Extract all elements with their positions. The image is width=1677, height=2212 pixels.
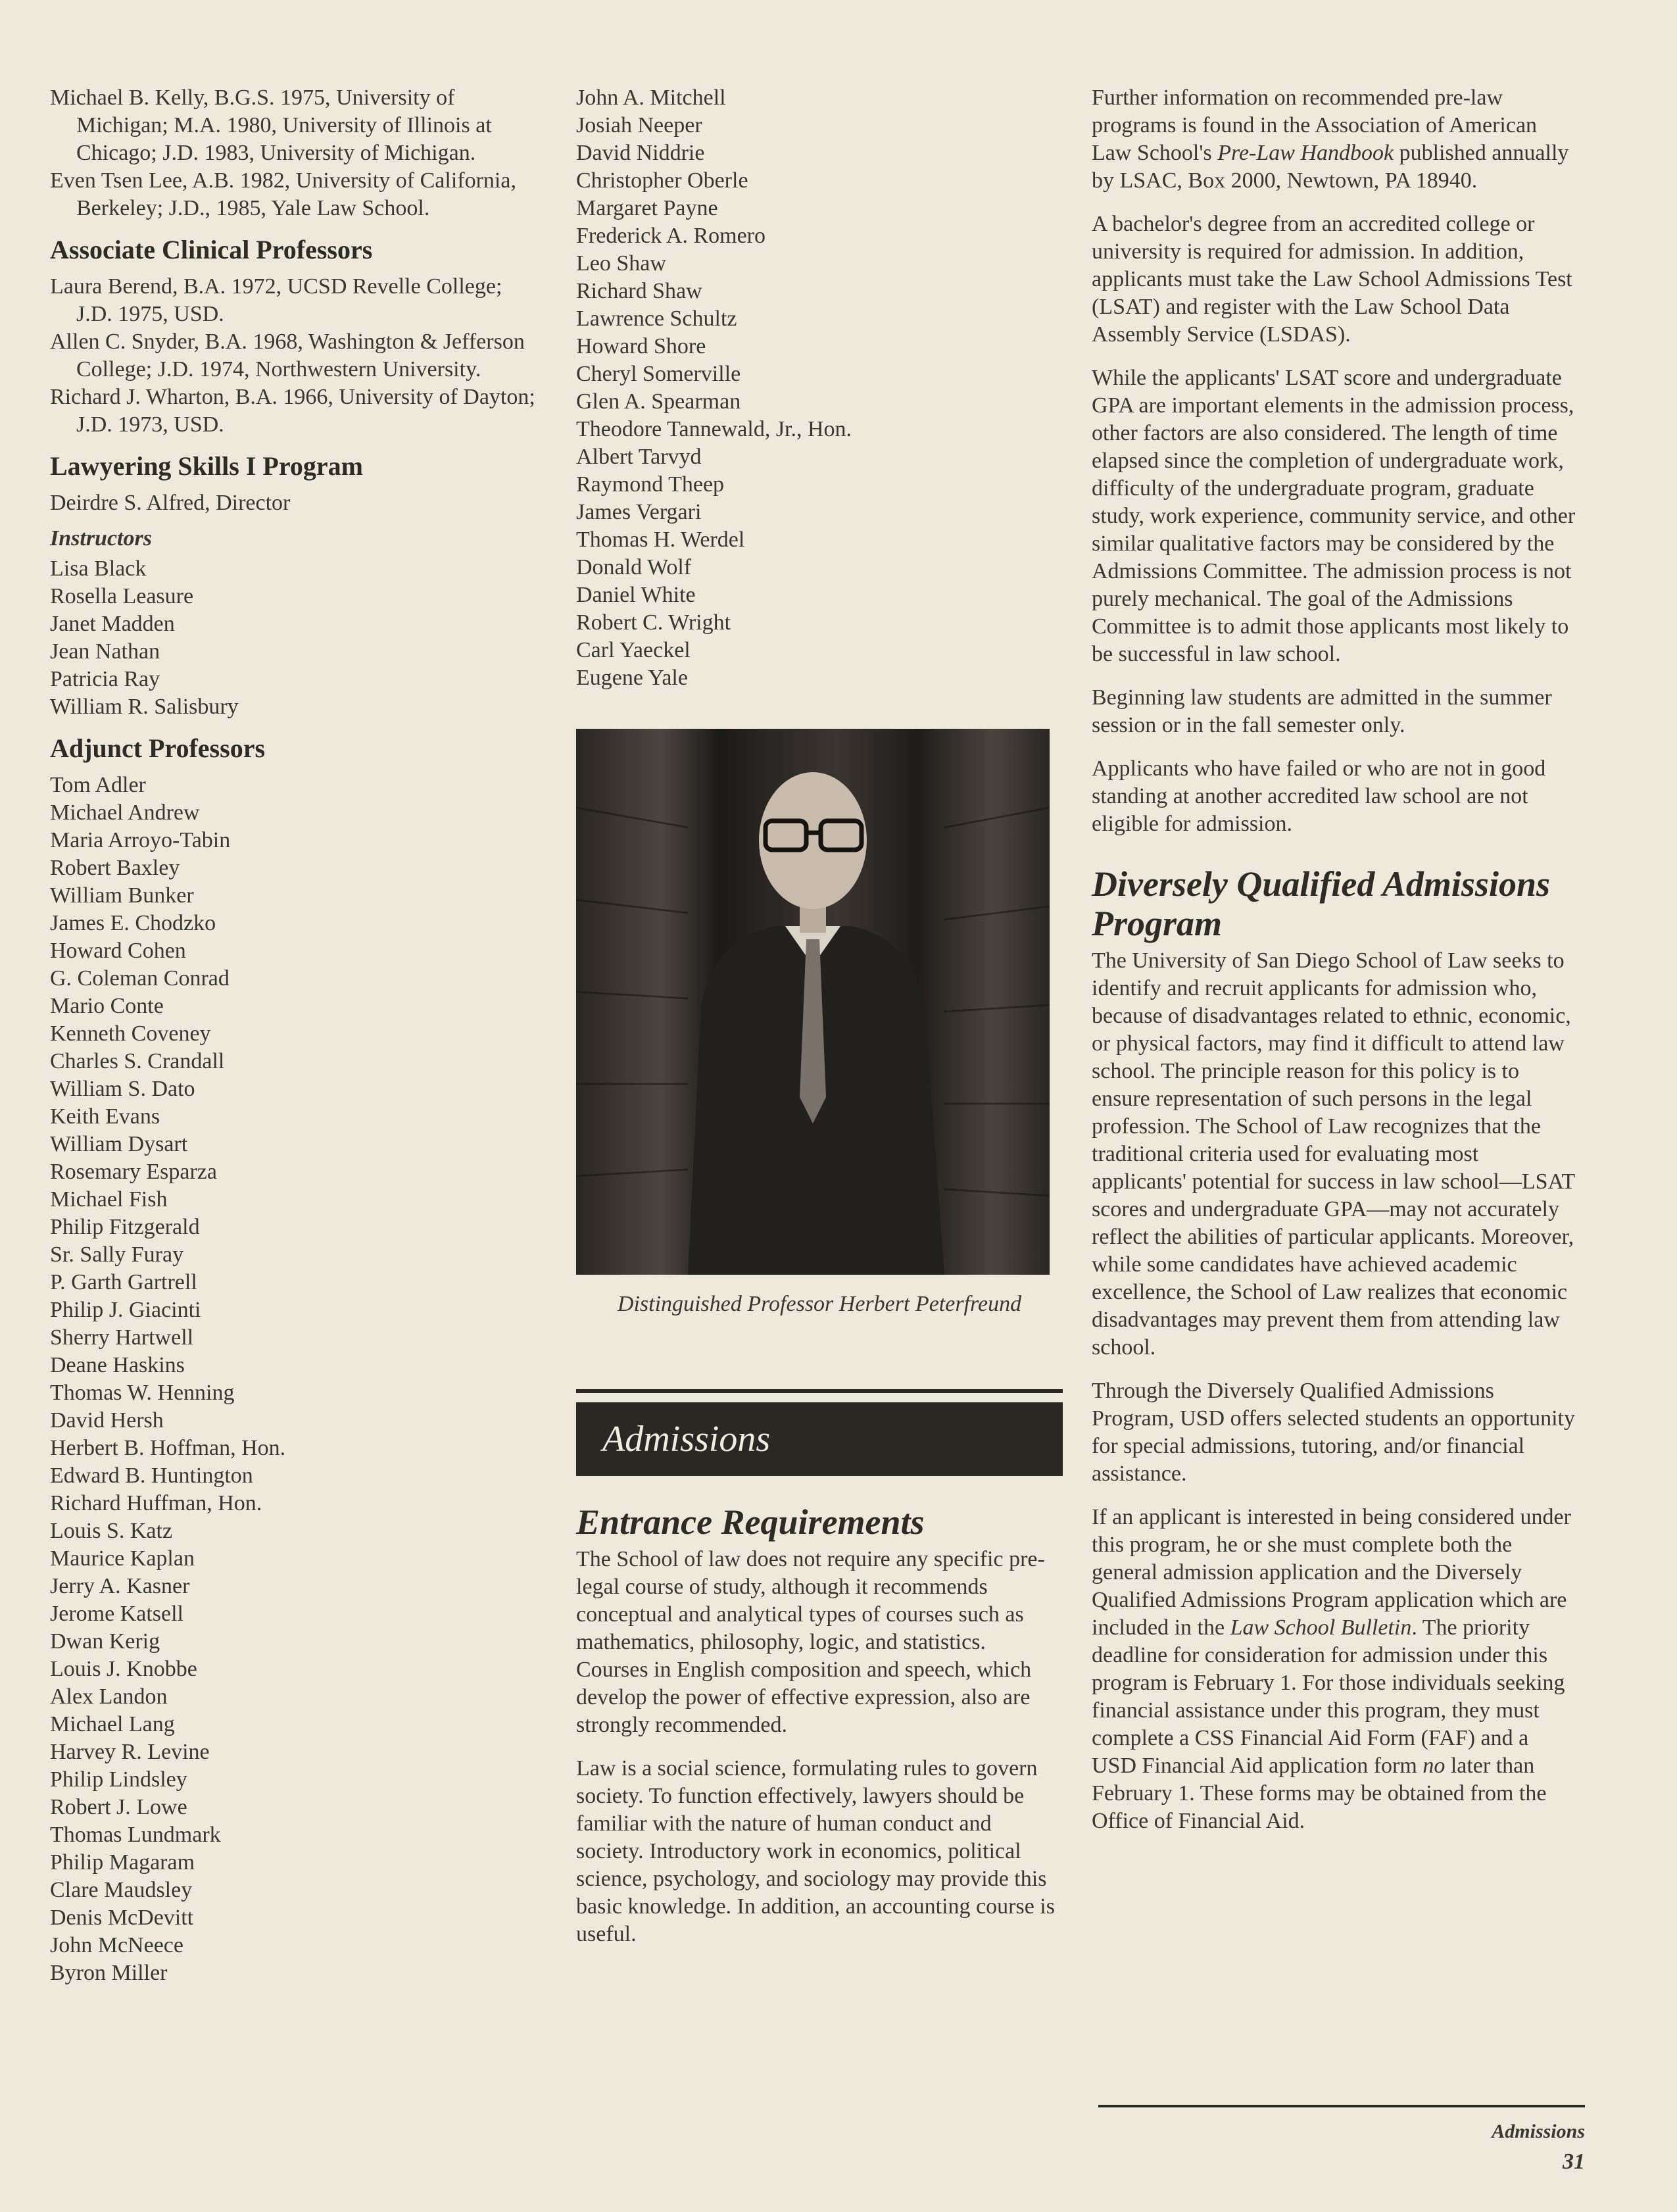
adjunct-name: Daniel White (576, 583, 696, 607)
adjunct-name: Robert J. Lowe (50, 1795, 187, 1819)
adjunct-name: Josiah Neeper (576, 113, 702, 137)
adjunct-name: Lawrence Schultz (576, 307, 737, 331)
adjunct-name: Robert Baxley (50, 856, 180, 880)
adjunct-name: John A. Mitchell (576, 86, 726, 110)
adjunct-name: Eugene Yale (576, 666, 688, 690)
photo-caption: Distinguished Professor Herbert Peterfreund (617, 1292, 1022, 1316)
adjunct-name: Mario Conte (50, 994, 164, 1018)
admissions-banner (576, 1389, 1063, 1476)
adjunct-name: Charles S. Crandall (50, 1049, 225, 1073)
adjunct-name: Michael Andrew (50, 800, 200, 825)
adjunct-name: Byron Miller (50, 1961, 168, 1985)
body-paragraph: While the applicants' LSAT score and undergraduate GPA are important elements in the admission process, other factors are also considered. The length of time elapsed since the completion of undergraduate work, difficulty of the undergraduate program, graduate study, work experience, community service, and other similar qualitative factors may be considered by the Admissions Committee. The admission process is not purely mechanical. The goal of the Admissions Committee is to admit those applicants most likely to be successful in law school. (1092, 366, 1576, 666)
adjunct-name: Glen A. Spearman (576, 389, 741, 414)
dqap-heading: Diversely Qualified Admissions Program (1092, 864, 1550, 943)
pre-law-info-paragraph (1092, 84, 1578, 195)
instructor-name: William R. Salisbury (50, 695, 239, 719)
adjunct-name: Jerome Katsell (50, 1602, 183, 1626)
entrance-paragraphs (576, 1546, 1063, 1948)
instructors-heading: Instructors (50, 526, 152, 551)
faculty-entry: Laura Berend, B.A. 1972, UCSD Revelle College; J.D. 1975, USD. (50, 274, 502, 326)
adjunct-name: Keith Evans (50, 1104, 160, 1129)
adjunct-name: Thomas H. Werdel (576, 528, 745, 552)
dqap-text-3: later than February 1. These forms may be obtained from the Office of Financial Aid. (1092, 1754, 1547, 1833)
portrait-photo (576, 729, 1050, 1275)
page-footer (1098, 2105, 1585, 2175)
adjunct-name: Maurice Kaplan (50, 1546, 195, 1571)
adjunct-name: Thomas Lundmark (50, 1823, 221, 1847)
adjunct-name: Philip Magaram (50, 1850, 195, 1875)
adjunct-name: Maria Arroyo-Tabin (50, 828, 231, 852)
instructor-list (50, 555, 537, 721)
adjunct-list-continued (576, 84, 1063, 692)
body-paragraph: The School of law does not require any specific pre-legal course of study, although it recommends conceptual and analytical types of courses such as mathematics, philosophy, logic, and statistics. Courses in English composition and speech, which develop the power of effective expression, also are strongly recommended. (576, 1547, 1045, 1737)
adjunct-name: David Niddrie (576, 141, 705, 165)
faculty-list (50, 84, 537, 222)
instructor-name: Patricia Ray (50, 667, 160, 691)
adjunct-name: Howard Shore (576, 334, 706, 358)
column-right (1092, 84, 1578, 1851)
adjunct-name: Philip Fitzgerald (50, 1215, 200, 1239)
instructor-name: Lisa Black (50, 556, 147, 581)
adjunct-name: Robert C. Wright (576, 610, 731, 635)
adjunct-name: Albert Tarvyd (576, 445, 702, 469)
adjunct-name: Donald Wolf (576, 555, 692, 579)
adjunct-name: Michael Fish (50, 1187, 168, 1212)
adjunct-name: Richard Shaw (576, 279, 702, 303)
adjunct-name: Dwan Kerig (50, 1629, 160, 1654)
adjunct-name: P. Garth Gartrell (50, 1270, 197, 1294)
adjunct-name: Raymond Theep (576, 472, 725, 497)
adjunct-name: Louis J. Knobbe (50, 1657, 197, 1681)
adjunct-name: Jerry A. Kasner (50, 1574, 190, 1598)
adjunct-name: Clare Maudsley (50, 1878, 193, 1902)
dqap-text-2: . The priority deadline for consideration for admission under this program is February 1. For those individuals seeking financial assistance under this program, they must complete a CSS Financial Aid Form (FAF) and a USD Financial Aid application form (1092, 1615, 1565, 1778)
adjunct-name: Thomas W. Henning (50, 1381, 235, 1405)
pre-law-text-2: published annually by LSAC, Box 2000, Newtown, PA 18940. (1092, 141, 1569, 193)
adjunct-name: John McNeece (50, 1933, 183, 1957)
adjunct-name: James E. Chodzko (50, 911, 216, 935)
faculty-entry: Michael B. Kelly, B.G.S. 1975, University of Michigan; M.A. 1980, University of Illinois at Chicago; J.D. 1983, University of Michigan. (50, 86, 492, 165)
adjunct-name: Margaret Payne (576, 196, 718, 220)
body-paragraph: Law is a social science, formulating rules to govern society. To function effectively, lawyers should be familiar with the nature of human conduct and society. Introductory work in economics, political science, psychology, and sociology may provide this basic knowledge. In addition, an accounting course is useful. (576, 1756, 1055, 1946)
adjunct-name: G. Coleman Conrad (50, 966, 230, 991)
adjunct-name: Christopher Oberle (576, 168, 748, 193)
adjunct-name: Howard Cohen (50, 939, 186, 963)
adjunct-name: David Hersh (50, 1408, 164, 1433)
column-left (50, 84, 537, 1987)
lawyering-heading: Lawyering Skills I Program (50, 451, 363, 481)
adjunct-name: Frederick A. Romero (576, 224, 766, 248)
dqap-paragraphs (1092, 947, 1578, 1488)
instructor-name: Janet Madden (50, 612, 175, 636)
column-middle (576, 84, 1063, 1964)
portrait-figure (576, 729, 1050, 1275)
admission-paragraphs (1092, 210, 1578, 838)
dqap-text-1: If an applicant is interested in being considered under this program, he or she must complete both the general admission application and the Diversely Qualified Admissions Program application which are included in the (1092, 1505, 1571, 1640)
lawyering-director: Deirdre S. Alfred, Director (50, 491, 291, 515)
adjunct-name: Deane Haskins (50, 1353, 185, 1377)
pre-law-text-1: Further information on recommended pre-law programs is found in the Association of American Law School's (1092, 86, 1538, 165)
footer-section-name: Admissions (1492, 2121, 1585, 2142)
admissions-banner-title: Admissions (576, 1402, 1063, 1476)
adjunct-name: Rosemary Esparza (50, 1160, 217, 1184)
adjunct-name: William Dysart (50, 1132, 188, 1156)
adjunct-name: Alex Landon (50, 1684, 168, 1709)
adjunct-name: Edward B. Huntington (50, 1463, 253, 1488)
dqap-no-word: no (1422, 1754, 1446, 1778)
assoc-clinical-heading: Associate Clinical Professors (50, 235, 373, 264)
adjunct-name: Herbert B. Hoffman, Hon. (50, 1436, 286, 1460)
body-paragraph: Beginning law students are admitted in the summer session or in the fall semester only. (1092, 685, 1552, 737)
adjunct-name: Sr. Sally Furay (50, 1242, 184, 1267)
adjunct-name: James Vergari (576, 500, 702, 524)
adjunct-name: Kenneth Coveney (50, 1021, 211, 1046)
entrance-heading: Entrance Requirements (576, 1502, 925, 1542)
adjunct-name: Philip Lindsley (50, 1767, 187, 1792)
adjunct-name: Cheryl Somerville (576, 362, 741, 386)
body-paragraph: Applicants who have failed or who are not in good standing at another accredited law school are not eligible for admission. (1092, 756, 1546, 836)
adjunct-name: Sherry Hartwell (50, 1325, 194, 1350)
dqap-application-paragraph (1092, 1504, 1578, 1835)
page-number: 31 (1563, 2150, 1585, 2174)
adjunct-name: Richard Huffman, Hon. (50, 1491, 262, 1515)
adjunct-name: Leo Shaw (576, 251, 666, 276)
instructor-name: Jean Nathan (50, 639, 160, 664)
adjunct-name: Tom Adler (50, 773, 146, 797)
body-paragraph: Through the Diversely Qualified Admissions Program, USD offers selected students an opportunity for special admissions, tutoring, and/or financial assistance. (1092, 1379, 1575, 1486)
faculty-entry: Richard J. Wharton, B.A. 1966, University of Dayton; J.D. 1973, USD. (50, 385, 535, 437)
adjunct-name: Michael Lang (50, 1712, 175, 1736)
body-paragraph: A bachelor's degree from an accredited college or university is required for admission. In addition, applicants must take the Law School Admissions Test (LSAT) and register with the Law School Data Assembly Service (LSDAS). (1092, 212, 1572, 347)
adjunct-name: Philip J. Giacinti (50, 1298, 201, 1322)
faculty-entry: Even Tsen Lee, A.B. 1982, University of California, Berkeley; J.D., 1985, Yale Law School. (50, 168, 516, 220)
adjunct-name: William Bunker (50, 883, 194, 908)
pre-law-handbook-title: Pre-Law Handbook (1217, 141, 1394, 165)
instructor-name: Rosella Leasure (50, 584, 194, 608)
assoc-clinical-list (50, 273, 537, 439)
adjunct-heading: Adjunct Professors (50, 733, 266, 763)
adjunct-name: Harvey R. Levine (50, 1740, 210, 1764)
adjunct-name: Louis S. Katz (50, 1519, 173, 1543)
adjunct-name: Theodore Tannewald, Jr., Hon. (576, 417, 852, 441)
faculty-entry: Allen C. Snyder, B.A. 1968, Washington & Jefferson College; J.D. 1974, Northwestern University. (50, 330, 525, 381)
adjunct-name: William S. Dato (50, 1077, 195, 1101)
law-school-bulletin-title: Law School Bulletin (1230, 1615, 1412, 1640)
body-paragraph: The University of San Diego School of Law seeks to identify and recruit applicants for admission who, because of disadvantages related to ethnic, economic, or physical factors, may find it difficult to attend law school. The principle reason for this policy is to ensure representation of such persons in the legal profession. The School of Law recognizes that the traditional criteria used for evaluating most applicants' potential for success in law school—LSAT scores and undergraduate GPA—may not accurately reflect the abilities of particular applicants. Moreover, while some candidates have achieved academic excellence, the School of Law realizes that economic disadvantages may prevent them from attending law school. (1092, 948, 1575, 1360)
adjunct-name: Denis McDevitt (50, 1905, 194, 1930)
adjunct-name: Carl Yaeckel (576, 638, 691, 662)
adjunct-list (50, 772, 537, 1987)
